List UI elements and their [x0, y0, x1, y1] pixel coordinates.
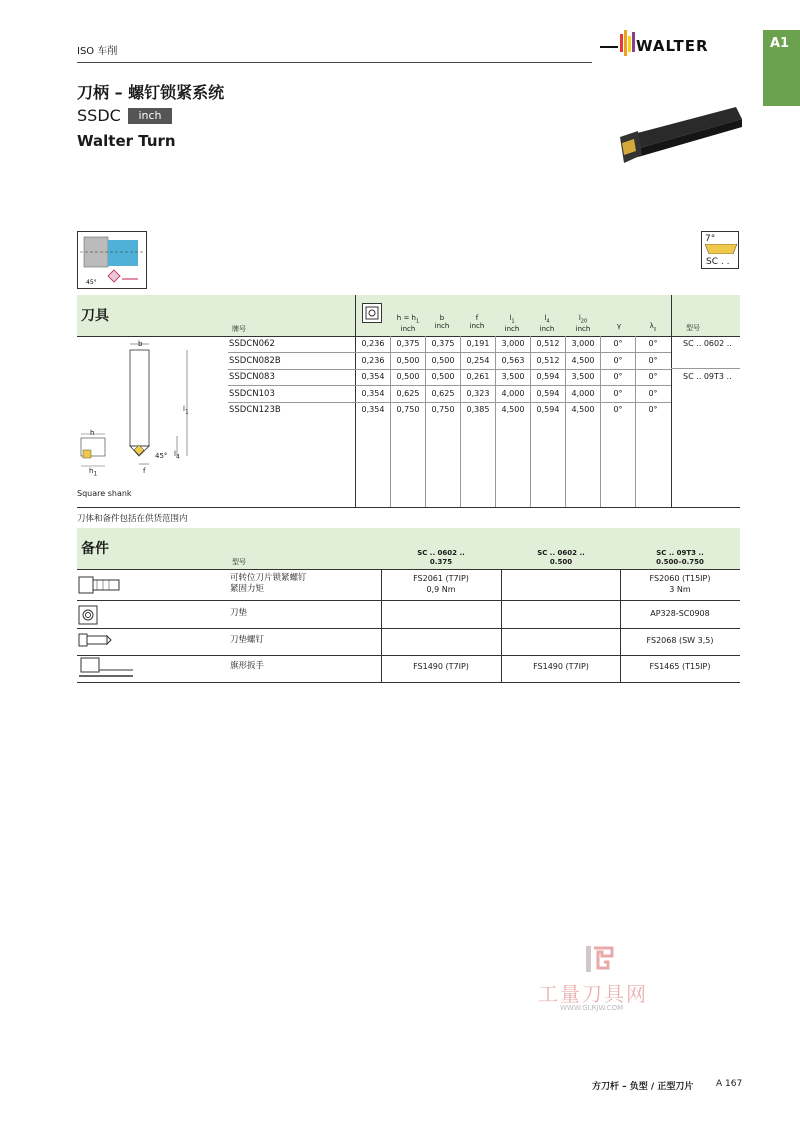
watermark-text: 工量刀具网	[538, 982, 648, 1006]
table-cell: 3,500	[501, 372, 525, 381]
table-cell: 0°	[613, 339, 623, 348]
col-header: γ	[616, 322, 622, 330]
table-cell: 0,375	[431, 339, 455, 348]
table-cell: 0,625	[431, 388, 455, 398]
col-code-header: 牌号	[232, 325, 246, 333]
shim-icon	[77, 604, 101, 626]
watermark-url: WWW.GLRJW.COM	[560, 1004, 624, 1012]
acc-col-type-header: 型号	[232, 558, 246, 566]
table-cell: 0,750	[431, 405, 455, 414]
col-header: $l_4$ inch	[539, 314, 555, 334]
table-divider	[425, 336, 426, 507]
table-cell: 0,500	[431, 355, 455, 365]
shim-screw-icon	[77, 632, 117, 648]
table-cell: 0,323	[466, 388, 490, 398]
table-cell: 3,000	[501, 339, 525, 348]
table-cell: 0,191	[466, 339, 490, 348]
table-cell: 0,594	[536, 388, 560, 398]
table-cell: 0°	[648, 388, 658, 398]
table-divider	[565, 336, 566, 507]
table-cell: 0,500	[431, 372, 455, 381]
accessory-cell: FS2060 (T15IP) 3 Nm	[649, 574, 711, 594]
acc-col-header: SC .. 0602 .. 0.375	[417, 549, 465, 566]
type-cell: SC .. 09T3 ..	[683, 372, 732, 381]
table-rule	[671, 368, 740, 369]
accessories-section-title: 备件	[81, 541, 109, 557]
table-cell: 0°	[648, 339, 658, 348]
row-rule	[228, 385, 671, 386]
table-cell: 3,000	[571, 339, 595, 348]
accessory-cell: AP328-SC0908	[650, 609, 710, 618]
header-rule	[77, 62, 592, 63]
accessory-name: 可转位刀片锁紧螺钉 紧固力矩	[230, 573, 307, 594]
table-cell: 0,236	[361, 339, 385, 348]
table-rule	[77, 336, 740, 337]
table-cell: 0,500	[396, 355, 420, 365]
table-cell: 0,254	[466, 355, 490, 365]
table-cell: 0,354	[361, 372, 385, 381]
table-cell: 4,500	[571, 355, 595, 365]
table-cell: 3,500	[571, 372, 595, 381]
holder-code: SSDCN082B	[229, 355, 281, 366]
walter-logo	[600, 28, 740, 58]
insert-symbol-icon	[362, 303, 382, 323]
col-type-header: 型号	[686, 324, 700, 332]
page-title: 刀柄 – 螺钉锁紧系统	[77, 83, 225, 102]
accessory-cell: FS2061 (T7IP) 0,9 Nm	[413, 574, 469, 594]
accessory-cell: FS2068 (SW 3,5)	[646, 636, 714, 645]
header-category: ISO 车削	[77, 46, 118, 57]
insert-angle-box	[701, 231, 739, 269]
holder-code: SSDCN083	[229, 372, 275, 382]
table-cell: 0,500	[396, 372, 420, 381]
accessory-cell: FS1465 (T15IP)	[649, 662, 711, 671]
insert-code: SC . .	[706, 257, 730, 267]
table-cell: 4,500	[571, 405, 595, 414]
clearance-angle: 7°	[705, 234, 716, 244]
table-divider	[460, 336, 461, 507]
table-divider	[671, 295, 672, 507]
table-divider	[390, 336, 391, 507]
table-rule	[77, 507, 740, 508]
accessory-cell: FS1490 (T7IP)	[533, 662, 589, 671]
row-rule	[228, 369, 671, 370]
table-divider	[530, 336, 531, 507]
dim-label-angle: 45°	[155, 452, 168, 460]
table-cell: 4,000	[501, 388, 525, 398]
table-cell: 0,261	[466, 372, 490, 381]
holder-diagram	[77, 231, 147, 289]
holders-section-title: 刀具	[81, 308, 109, 324]
accessory-name: 旗形扳手	[230, 661, 265, 671]
supply-note: 刀体和备件包括在供货范围内	[77, 514, 188, 524]
holder-code: SSDCN123B	[229, 405, 281, 415]
table-cell: 0,750	[396, 405, 420, 414]
table-cell: 0,354	[361, 405, 385, 414]
accessory-name: 刀垫	[230, 608, 248, 618]
row-rule	[228, 402, 671, 403]
product-line: Walter Turn	[77, 132, 176, 150]
footer-title: 方刀杆 – 负型 / 正型刀片	[592, 1082, 694, 1092]
type-cell: SC .. 0602 ..	[683, 339, 732, 348]
svg-text:45°: 45°	[86, 279, 97, 286]
dim-label-h: h	[90, 429, 95, 437]
table-rule	[77, 569, 740, 570]
table-divider	[495, 336, 496, 507]
page-number: A 167	[716, 1079, 743, 1089]
table-divider	[600, 336, 601, 507]
col-header: b inch	[434, 314, 450, 330]
clamp-screw-icon	[77, 574, 127, 596]
unit-badge: inch	[128, 108, 172, 124]
table-cell: 0,354	[361, 388, 385, 398]
acc-col-header: SC .. 0602 .. 0.500	[537, 549, 585, 566]
table-cell: 0°	[613, 405, 623, 414]
accessory-cell: FS1490 (T7IP)	[413, 662, 469, 671]
holder-code: SSDCN103	[229, 388, 275, 399]
table-cell: 0°	[648, 372, 658, 381]
col-header: $h = h_1$ inch	[396, 314, 420, 334]
col-header: $l_1$ inch	[504, 314, 520, 334]
square-shank-caption: Square shank	[77, 489, 132, 498]
col-header: $\lambda_s$	[649, 322, 657, 333]
section-tab: A1	[763, 30, 800, 106]
table-cell: 0°	[648, 405, 658, 414]
flag-key-icon	[77, 656, 135, 680]
product-code: SSDC	[77, 106, 121, 125]
dim-label-h1: $h_1$	[89, 467, 98, 478]
dim-label-l1: $l_1$	[183, 405, 189, 416]
table-cell: 0,512	[536, 339, 560, 348]
dim-label-b: b	[138, 340, 143, 348]
table-cell: 0,625	[396, 388, 420, 398]
row-rule	[77, 600, 740, 601]
table-cell: 4,500	[501, 405, 525, 414]
table-cell: 0,563	[501, 355, 525, 365]
dim-label-f: f	[143, 467, 146, 475]
table-divider	[635, 336, 636, 507]
row-rule	[77, 628, 740, 629]
acc-col-header: SC .. 09T3 .. 0.500–0.750	[656, 549, 704, 566]
table-rule	[77, 682, 740, 683]
col-header: f inch	[469, 314, 485, 330]
table-cell: 0,385	[466, 405, 490, 414]
table-cell: 4,000	[571, 388, 595, 398]
table-cell: 0,594	[536, 405, 560, 414]
table-cell: 0°	[613, 388, 623, 398]
table-cell: 0,236	[361, 355, 385, 365]
dim-label-l4: $l_4$	[174, 450, 180, 461]
row-rule	[77, 655, 740, 656]
table-cell: 0°	[613, 355, 623, 365]
col-header: $l_{20}$ inch	[575, 314, 591, 334]
table-cell: 0°	[648, 355, 658, 365]
watermark-logo-icon	[580, 944, 620, 976]
table-cell: 0,375	[396, 339, 420, 348]
table-cell: 0,512	[536, 355, 560, 365]
holder-code: SSDCN062	[229, 339, 275, 349]
table-cell: 0°	[613, 372, 623, 381]
row-rule	[228, 352, 671, 353]
tool-holder-image	[612, 105, 744, 170]
accessory-name: 刀垫螺钉	[230, 635, 265, 645]
table-cell: 0,594	[536, 372, 560, 381]
brand-name: WALTER	[636, 37, 709, 55]
watermark	[538, 944, 670, 1014]
